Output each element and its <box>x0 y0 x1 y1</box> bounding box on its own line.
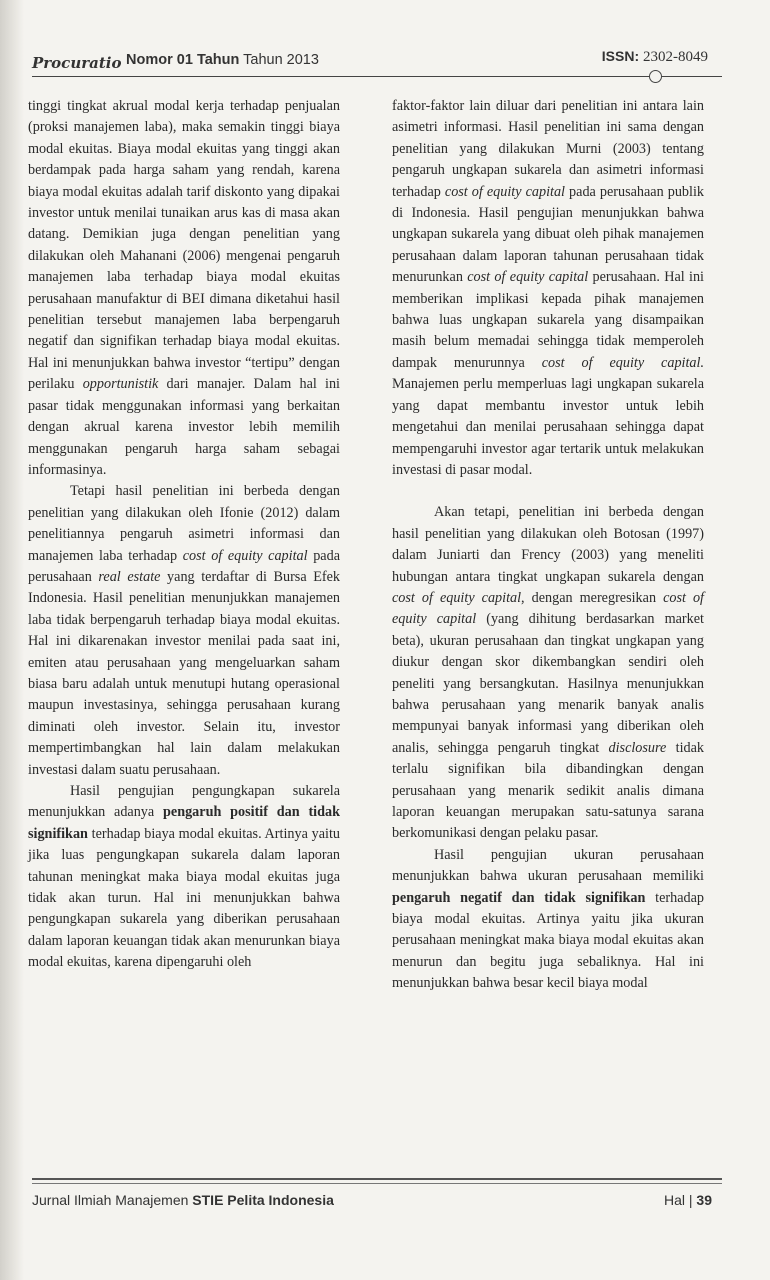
page-number: 39 <box>696 1192 712 1208</box>
italic-term: opportunistik <box>82 376 159 393</box>
text-run: faktor-faktor lain diluar dari penelitian ini antara lain asimetri informasi. Hasil penelitian ini sama dengan penelitian yang dilakukan Murni (2003) tentang pengaruh ungkapan sukarela dan asimetri informasi terhadap <box>392 98 704 200</box>
paragraph <box>392 96 704 481</box>
issue-prefix: Nomor <box>126 52 173 68</box>
issue-info <box>126 52 319 68</box>
footer-institution: STIE Pelita Indonesia <box>192 1192 334 1208</box>
text-run: pada perusahaan <box>28 547 340 585</box>
text-run: tinggi tingkat akrual modal kerja terhadap penjualan (proksi manajemen laba), maka semakin tinggi biaya modal ekuitas. Biaya modal ekuitas yang tinggi akan berdampak pada harga saham yang rendah, karena biaya modal ekuitas adalah tarif diskonto yang dipakai investor untuk menilai tunaikan arus kas di masa akan datang. Demikian juga dengan penelitian yang dilakukan oleh Mahanani (2006) mengenai pengaruh manajemen laba terhadap biaya modal ekuitas perusahaan manufaktur di BEI dimana diketahui hasil penelitian tersebut manajemen laba berpengaruh negatif dan signifikan terhadap biaya modal ekuitas. Hal ini menunjukkan bahwa investor “tertipu” dengan perilaku <box>28 98 340 393</box>
italic-term: cost of equity capital <box>182 547 308 564</box>
header-rule <box>32 76 722 77</box>
text-run: Manajemen perlu memperluas lagi ungkapan sukarela yang dapat membantu investor untuk lebih mengetahui dan menilai perusahaan sehingga dapat mempengaruhi investor agar tertarik untuk melakukan investasi di pasar modal. <box>392 376 704 478</box>
italic-term: cost of equity capital <box>467 269 589 286</box>
text-run: Hasil pengujian ukuran perusahaan menunjukkan bahwa ukuran perusahaan memiliki <box>392 846 704 885</box>
text-run: terhadap biaya modal ekuitas. Artinya yaitu jika luas pengungkapan sukarela dalam laporan tahunan meningkat maka biaya modal ekuitas juga tidak akan turun. Hal ini menunjukkan bahwa pengungkapan sukarela yang diberikan perusahaan dalam laporan keuangan tidak akan menurunkan biaya modal ekuitas, karena dipengaruhi oleh <box>28 825 340 971</box>
paragraph <box>28 96 340 481</box>
italic-term: cost of equity capital <box>444 183 565 200</box>
italic-term: cost of equity capital. <box>541 354 705 371</box>
text-run: Tetapi hasil penelitian ini berbeda dengan penelitian yang dilakukan oleh Ifonie (2012) dalam penelitiannya pengaruh asimetri informasi dan manajemen laba terhadap <box>28 483 340 564</box>
text-run: (yang dihitung berdasarkan market beta), ukuran perusahaan dan tingkat ungkapan yang diukur dengan skor dikembangkan sendiri oleh peneliti yang bersangkutan. Hasilnya menunjukkan bahwa perusahaan yang menarik banyak analis mempunyai banyak informasi yang diberikan oleh analis, sehingga pengaruh tingkat <box>392 611 704 756</box>
footer-journal-name: Jurnal Ilmiah Manajemen <box>32 1192 189 1208</box>
footer-page <box>664 1192 712 1208</box>
italic-term: real estate <box>98 568 161 585</box>
paragraph <box>28 481 340 781</box>
text-run: tidak terlalu signifikan bila dibandingkan dengan perusahaan yang menarik sedikit analis dimana laporan keuangan merupakan satu-satunya sarana berkomunikasi dengan pelaku pasar. <box>392 739 704 842</box>
footer-journal <box>32 1192 334 1208</box>
header-rule-circle <box>649 70 662 83</box>
page-label: Hal | <box>663 1192 693 1208</box>
text-run: , dengan meregresikan <box>521 589 664 606</box>
issn-number: 2302-8049 <box>643 49 708 65</box>
paragraph <box>28 781 340 974</box>
text-run: yang terdaftar di Bursa Efek Indonesia. Hasil penelitian menunjukkan manajemen laba tidak berpengaruh terhadap biaya modal ekuitas. Hal ini dikarenakan investor menilai pada saat ini, emiten atau perusahaan yang mengeluarkan saham biasa baru adalah untuk menutupi hutang operasional maupun investasinya, sehingga perusahaan kurang diminati oleh investor. Selain itu, investor mempertimbangkan hal lain dalam melakukan investasi dalam suatu perusahaan. <box>28 568 341 778</box>
issue-suffix: Tahun 2013 <box>243 52 319 68</box>
italic-term: cost of equity capital <box>392 589 522 606</box>
left-column <box>28 96 340 974</box>
issue-number: 01 <box>176 52 193 68</box>
text-run: terhadap biaya modal ekuitas. Artinya yaitu jika ukuran perusahaan meningkat maka biaya modal ekuitas akan menurun dan begitu juga sebaliknya. Hal ini menunjukkan bahwa besar kecil biaya modal <box>392 889 704 992</box>
bold-phrase: pengaruh negatif dan tidak signifikan <box>392 889 646 906</box>
issn <box>602 48 708 66</box>
footer-rule <box>32 1178 722 1180</box>
footer-rule-thin <box>32 1183 722 1184</box>
text-run: Akan tetapi, penelitian ini berbeda dengan hasil penelitian yang dilakukan oleh Botosan (1997) dalam Juniarti dan Frency (2003) yang meneliti hubungan antara tingkat ungkapan sukarela dengan <box>392 504 704 585</box>
book-spine-shadow <box>0 0 24 1280</box>
bold-phrase: pengaruh positif dan tidak signifikan <box>28 804 340 842</box>
journal-logo: Procuratio <box>32 54 122 72</box>
paragraph <box>392 845 704 995</box>
text-run: Hasil pengujian pengungkapan sukarela menunjukkan adanya <box>28 783 340 821</box>
right-column <box>392 96 704 995</box>
paragraph <box>392 502 704 845</box>
italic-term: disclosure <box>608 739 667 756</box>
issue-suffix-label: Tahun <box>196 52 240 68</box>
text-run: pada perusahaan publik di Indonesia. Hasil pengujian menunjukkan bahwa ungkapan sukarela yang dibuat oleh pihak manajemen perusahaan dalam laporan tahunan perusahaan tidak menurunkan <box>392 183 704 286</box>
issn-label: ISSN: <box>601 48 640 64</box>
text-run: dari manajer. Dalam hal ini pasar tidak menggunakan informasi yang berkaitan dengan akrual karena investor lebih memilih menggunakan pengaruh harga saham sebagai informasinya. <box>28 376 340 478</box>
italic-term: cost of equity capital <box>392 589 704 628</box>
page-header <box>32 46 722 96</box>
text-run: perusahaan. Hal ini memberikan implikasi kepada pihak manajemen bahwa luas ungkapan sukarela yang disampaikan masih belum memadai sehingga tidak memperoleh dampak menurunnya <box>392 269 704 371</box>
